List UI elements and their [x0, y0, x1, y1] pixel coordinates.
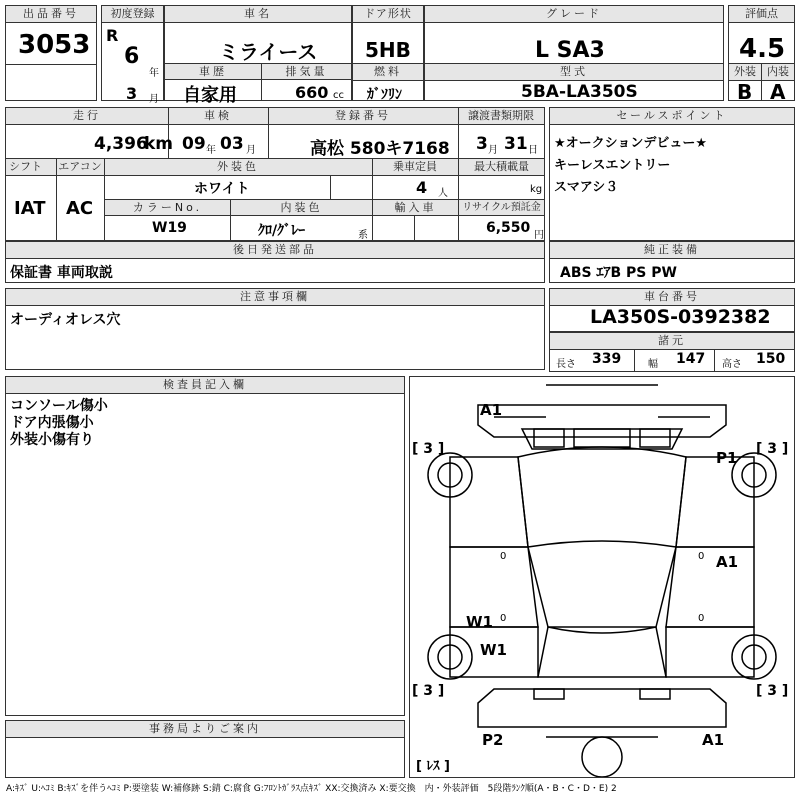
selling-point-1: ★オークションデビュー★: [554, 136, 708, 151]
transfer-label: 譲渡書類期限: [458, 108, 544, 125]
insp-year-unit: 年: [206, 145, 216, 156]
load-label: 最大積載量: [459, 159, 544, 176]
history: 自家用: [183, 85, 237, 106]
shift: IAT: [14, 198, 46, 219]
mileage-unit: km: [144, 134, 174, 154]
recycle: 6,550: [486, 220, 531, 236]
displacement-unit: cc: [333, 90, 344, 101]
recycle-unit: 円: [534, 230, 544, 241]
equipment-label: 純正装備: [550, 242, 794, 259]
dimensions-label: 諸元: [550, 333, 794, 350]
tire-rear-right: [ 3 ]: [756, 683, 789, 699]
dimensions-box: [549, 332, 795, 372]
model: 5BA-LA350S: [521, 82, 638, 102]
lot-box: [5, 5, 97, 101]
color-no: W19: [152, 220, 187, 236]
history-label: 車歴: [165, 64, 261, 80]
door-box: [352, 5, 424, 101]
first-reg-label: 初度登録: [102, 6, 163, 23]
zero-mark-2: 0: [698, 551, 705, 562]
length: 339: [592, 351, 622, 367]
mark-p1: P1: [716, 449, 738, 467]
car-name: ミライース: [219, 40, 318, 64]
grade-box: [424, 5, 724, 101]
width: 147: [676, 351, 706, 367]
mark-a1-right: A1: [716, 553, 739, 571]
car-name-label: 車名: [165, 6, 351, 23]
ext-color-label: 外装色: [104, 159, 372, 176]
grade: L SA3: [535, 38, 605, 63]
inspector-line-1: コンソール傷小: [10, 398, 108, 414]
mileage: 4,396: [94, 134, 148, 154]
first-reg-month: 3: [126, 84, 138, 103]
lot-label: 出品番号: [6, 6, 96, 23]
office-box: [5, 720, 405, 778]
inspection-label: 車検: [168, 108, 268, 125]
transfer-day: 31: [504, 134, 528, 154]
notes-box: [5, 288, 545, 370]
legend: A:ｷｽﾞ U:ﾍｺﾐ B:ｷｽﾞを伴うﾍｺﾐ P:要塗装 W:補修跡 S:錆 C:腐食 G:ﾌﾛﾝﾄｶﾞﾗｽ点ｷｽﾞ XX:交換済み X:要交換 内・外装評価 5段階ﾗﾝｸ順(A・B・C・D・E) 2: [6, 784, 617, 794]
fuel-label: 燃料: [353, 64, 423, 81]
mark-a1-rear: A1: [702, 731, 725, 749]
int-color-label: 内装色: [231, 200, 372, 216]
equipment: ABS ｴｱB PS PW: [560, 265, 677, 281]
tire-rear-left: [ 3 ]: [412, 683, 445, 699]
capacity-unit: 人: [438, 188, 448, 199]
equipment-box: [549, 241, 795, 283]
insp-month-unit: 月: [246, 145, 256, 156]
interior-label: 内装: [762, 64, 794, 81]
width-label: 幅: [648, 359, 658, 370]
inspector-line-2: ドア内張傷小: [10, 415, 94, 431]
car-name-box: [164, 5, 352, 106]
later-parts-label: 後日発送部品: [6, 242, 544, 259]
reg-label: 登録番号: [268, 108, 458, 125]
selling-point-3: スマアシ３: [554, 180, 619, 195]
reg-number: 高松 580キ7168: [310, 139, 450, 159]
spec-block: [5, 107, 545, 241]
capacity: 4: [416, 178, 428, 197]
mark-w1-upper: W1: [466, 613, 493, 631]
fuel: ｶﾞｿﾘﾝ: [367, 87, 402, 103]
later-parts: 保証書 車両取説: [10, 265, 113, 281]
mark-w1-lower: W1: [480, 641, 507, 659]
displacement: 660: [295, 83, 329, 102]
later-parts-box: [5, 241, 545, 283]
displacement-label: 排気量: [262, 64, 351, 80]
insp-year: 09: [182, 134, 206, 154]
score-label: 評価点: [729, 6, 794, 23]
int-color-unit: 系: [358, 230, 368, 241]
chassis-box: [549, 288, 795, 332]
car-diagram: [409, 376, 795, 778]
era: R: [106, 26, 119, 45]
lot-number: 3053: [18, 30, 91, 60]
first-reg-box: [101, 5, 164, 105]
inspector-line-3: 外装小傷有り: [10, 432, 94, 448]
door-type: 5HB: [365, 38, 411, 62]
model-label: 型式: [425, 64, 723, 81]
inspector-label: 検査員記入欄: [6, 377, 404, 394]
chassis-label: 車台番号: [550, 289, 794, 306]
mark-p2: P2: [482, 731, 504, 749]
exterior-label: 外装: [729, 64, 761, 81]
height-label: 高さ: [722, 359, 742, 370]
height: 150: [756, 351, 786, 367]
exterior-grade: B: [737, 80, 753, 104]
transfer-month-unit: 月: [488, 145, 498, 156]
zero-mark-3: 0: [500, 613, 507, 624]
mark-a1-front: A1: [480, 401, 503, 419]
selling-points-label: セールスポイント: [550, 108, 794, 125]
score-box: [728, 5, 795, 104]
grade-label: グレード: [425, 6, 723, 23]
capacity-label: 乗車定員: [372, 159, 458, 176]
car-outline: [410, 377, 794, 777]
tire-front-right: [ 3 ]: [756, 441, 789, 457]
spare-tire: [ ﾚｽ ]: [416, 759, 450, 774]
zero-mark-4: 0: [698, 613, 705, 624]
chassis-number: LA350S-0392382: [590, 306, 771, 328]
year-unit: 年: [149, 68, 159, 79]
selling-points-box: [549, 107, 795, 241]
interior-grade: A: [770, 80, 786, 104]
import-label: 輸入車: [373, 200, 458, 216]
int-color: ｸﾛ/ｸﾞﾚｰ: [258, 223, 306, 239]
first-reg-year: 6: [124, 44, 140, 69]
inspector-box: [5, 376, 405, 716]
ac: AC: [66, 198, 94, 219]
transfer-day-unit: 日: [528, 145, 538, 156]
month-unit: 月: [149, 94, 159, 105]
length-label: 長さ: [556, 359, 576, 370]
ac-label: エアコン: [56, 159, 104, 176]
door-label: ドア形状: [353, 6, 423, 23]
mileage-label: 走行: [6, 108, 168, 125]
notes: オーディオレス穴: [10, 312, 121, 328]
transfer-month: 3: [476, 134, 488, 154]
office-label: 事務局よりご案内: [6, 721, 404, 738]
notes-label: 注意事項欄: [6, 289, 544, 306]
shift-label: シフト: [6, 159, 56, 176]
insp-month: 03: [220, 134, 244, 154]
recycle-label: リサイクル預託金: [459, 200, 544, 216]
zero-mark-1: 0: [500, 551, 507, 562]
selling-point-2: キーレスエントリー: [554, 158, 671, 173]
ext-color: ホワイト: [194, 181, 250, 197]
load-unit: kg: [530, 184, 543, 195]
color-no-label: カラーNo.: [105, 200, 230, 216]
tire-front-left: [ 3 ]: [412, 441, 445, 457]
score: 4.5: [739, 34, 786, 64]
